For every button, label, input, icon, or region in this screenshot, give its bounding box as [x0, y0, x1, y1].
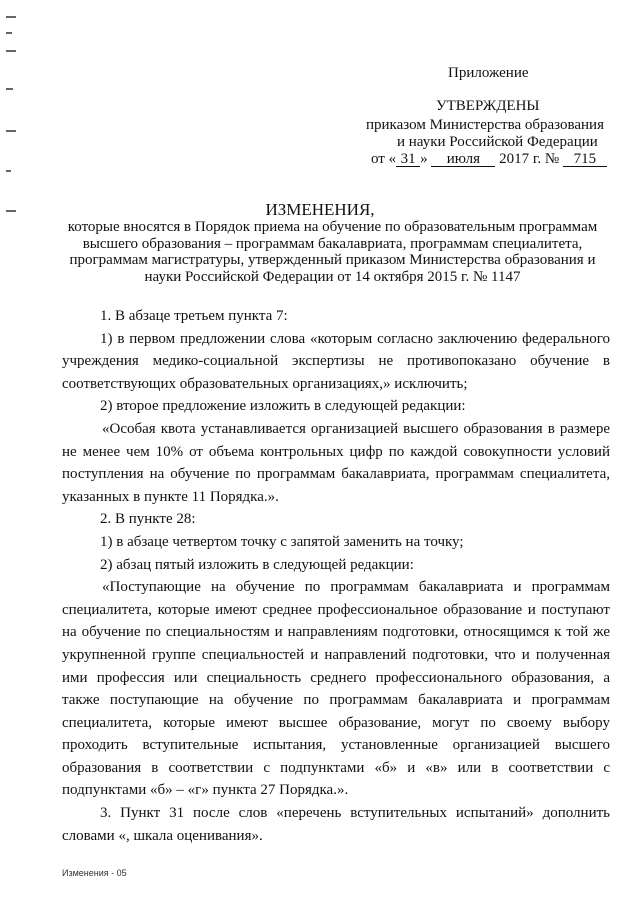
doc-subtitle: которые вносятся в Порядок приема на обучение по образовательным программам высшего образования – программам бакалавриата, программам специалитета, программам магистратуры, утвержденный приказом Министерства образования и науки Российской Федерации от 14 октября 2015 г. № 1147	[67, 219, 598, 285]
paragraph-5: 2. В пункте 28:	[100, 511, 196, 528]
approved-label: УТВЕРЖДЕНЫ	[436, 98, 540, 114]
order-date-line	[371, 150, 607, 168]
appendix-label: Приложение	[448, 65, 529, 81]
order-line-2: и науки Российской Федерации	[397, 134, 598, 150]
date-month: июля	[431, 152, 495, 167]
paragraph-2: 1) в первом предложении слова «которым согласно заключению федерального учреждения медико-социальной экспертизы не противопоказано обучение в соответствующих образовательных организациях,» исключить;	[62, 330, 610, 392]
paragraph-9: 3. Пункт 31 после слов «перечень вступительных испытаний» дополнить словами «, шкала оценивания».	[62, 805, 610, 844]
doc-title: ИЗМЕНЕНИЯ,	[265, 200, 375, 219]
paragraph-8: «Поступающие на обучение по программам бакалавриата и программам специалитета, которые имеют среднее профессиональное образование и поступают на обучение по специальностям и направлениям подготовки, относящимся к той же укрупненной группе специальностей и направлений подготовки, что и полученная ими профессия или специальность среднего профессионального образования, а также поступающие на обучение по программам бакалавриата и программам специалитета, которые имеют высшее образование, могут по своему выбору проходить вступительные испытания, установленные организацией высшего образования в соответствии с подпунктами «б» и «в» или в соответствии с подпунктами «б» – «г» пункта 27 Порядка.».	[62, 579, 610, 799]
page-footer: Изменения - 05	[62, 868, 127, 878]
doc-body	[62, 305, 610, 847]
date-prefix: от «	[371, 151, 397, 167]
paragraph-6: 1) в абзаце четвертом точку с запятой заменить на точку;	[100, 533, 464, 550]
paragraph-7: 2) абзац пятый изложить в следующей редакции:	[100, 556, 414, 573]
date-close: »	[420, 151, 428, 167]
order-line-1: приказом Министерства образования	[366, 117, 604, 133]
date-year: 2017 г. №	[499, 151, 560, 167]
paragraph-1: 1. В абзаце третьем пункта 7:	[100, 308, 288, 324]
order-number: 715	[563, 152, 607, 167]
date-day: 31	[396, 152, 420, 167]
paragraph-3: 2) второе предложение изложить в следующей редакции:	[100, 398, 466, 415]
paragraph-4: «Особая квота устанавливается организацией высшего образования в размере не менее чем 10% от объема контрольных цифр по каждой совокупности условий поступления на обучение по программам бакалавриата, программам специалитета, указанных в пункте 11 Порядка.».	[62, 420, 610, 505]
